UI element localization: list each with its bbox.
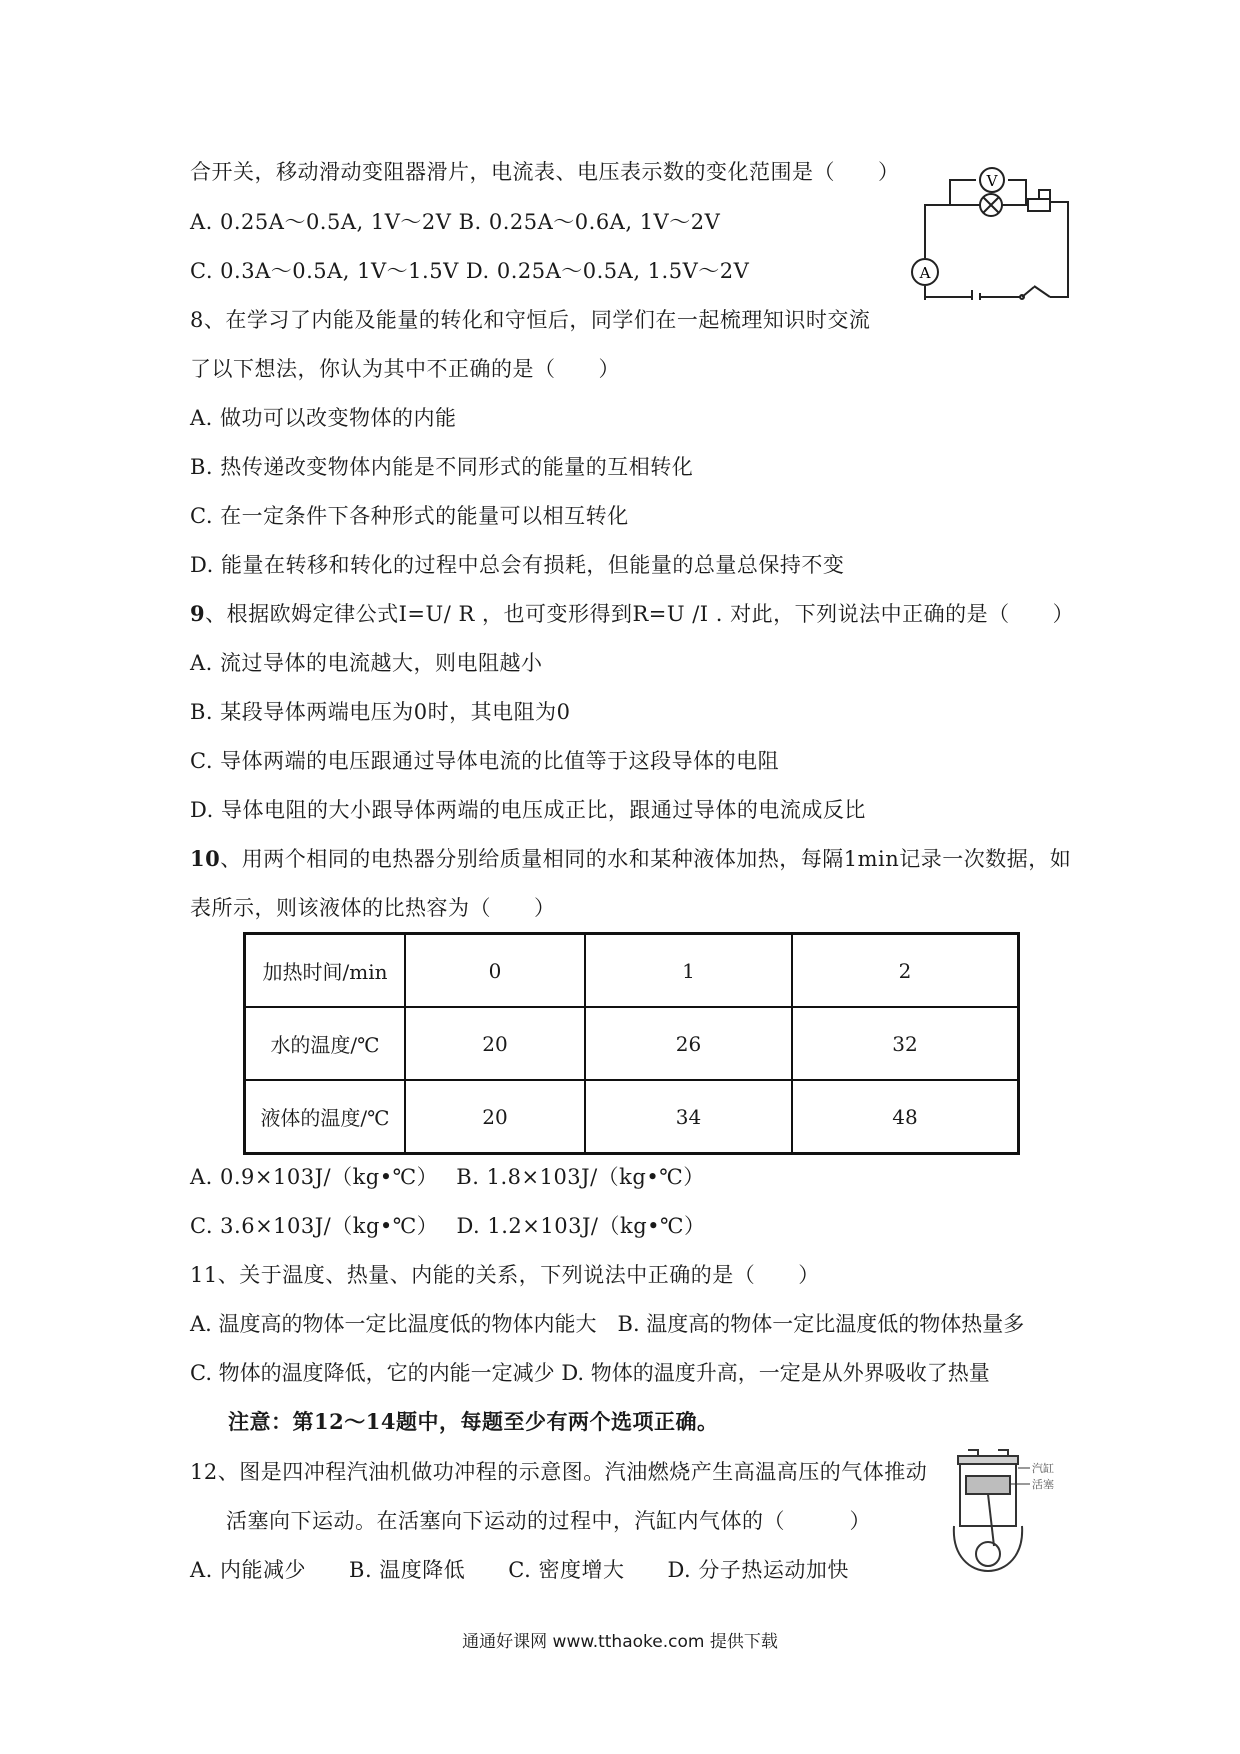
table-cell: 0 bbox=[405, 934, 585, 1008]
data-table bbox=[243, 932, 1020, 1155]
table-cell: 加热时间/min bbox=[245, 934, 406, 1008]
table-cell: 34 bbox=[585, 1080, 792, 1154]
engine-label-piston: 活塞 bbox=[1032, 1478, 1054, 1491]
q12-options: A. 内能减少 B. 温度降低 C. 密度增大 D. 分子热运动加快 bbox=[190, 1558, 849, 1582]
q10-options-ab: A. 0.9×103J/（kg•℃） B. 1.8×103J/（kg•℃） bbox=[190, 1165, 705, 1189]
q9-stem-text: 、根据欧姆定律公式I=U/ R ，也可变形得到R=U /I . 对此，下列说法中正确的是（ ） bbox=[205, 602, 1075, 626]
table-cell: 32 bbox=[792, 1007, 1019, 1080]
table-row bbox=[245, 1080, 1019, 1154]
voltmeter-label: V bbox=[986, 172, 998, 190]
q9-number: 9 bbox=[190, 601, 206, 626]
table-cell: 48 bbox=[792, 1080, 1019, 1154]
q9-option-a: A. 流过导体的电流越大，则电阻越小 bbox=[190, 651, 543, 675]
table-cell: 26 bbox=[585, 1007, 792, 1080]
q7-stem: 合开关，移动滑动变阻器滑片，电流表、电压表示数的变化范围是（ ） bbox=[190, 160, 900, 184]
q7-options-ab: A. 0.25A～0.5A, 1V～2V B. 0.25A～0.6A, 1V～2V bbox=[190, 210, 721, 234]
table-cell: 水的温度/℃ bbox=[245, 1007, 406, 1080]
q8-option-a: A. 做功可以改变物体的内能 bbox=[190, 406, 457, 430]
table-cell: 20 bbox=[405, 1080, 585, 1154]
q11-options-cd: C. 物体的温度降低，它的内能一定减少 D. 物体的温度升高，一定是从外界吸收了热量 bbox=[190, 1361, 990, 1385]
table-row bbox=[245, 934, 1019, 1008]
q8-option-d: D. 能量在转移和转化的过程中总会有损耗，但能量的总量总保持不变 bbox=[190, 553, 845, 577]
table-cell: 2 bbox=[792, 934, 1019, 1008]
q11-stem: 11、关于温度、热量、内能的关系，下列说法中正确的是（ ） bbox=[190, 1263, 820, 1287]
engine-label-cylinder: 汽缸 bbox=[1032, 1462, 1054, 1475]
q10-stem-text: 、用两个相同的电热器分别给质量相同的水和某种液体加热，每隔1min记录一次数据，如 bbox=[220, 847, 1072, 871]
table-cell: 液体的温度/℃ bbox=[245, 1080, 406, 1154]
q9-stem bbox=[190, 600, 1074, 628]
q9-option-d: D. 导体电阻的大小跟导体两端的电压成正比，跟通过导体的电流成反比 bbox=[190, 798, 866, 822]
circuit-diagram bbox=[900, 160, 1080, 300]
q10-stem-line2: 表所示，则该液体的比热容为（ ） bbox=[190, 896, 556, 920]
q10-options-cd: C. 3.6×103J/（kg•℃） D. 1.2×103J/（kg•℃） bbox=[190, 1214, 706, 1238]
engine-diagram bbox=[948, 1446, 1068, 1596]
table-row bbox=[245, 1007, 1019, 1080]
note-multiple-choice: 注意：第12～14题中，每题至少有两个选项正确。 bbox=[228, 1409, 719, 1434]
q8-stem-line2: 了以下想法，你认为其中不正确的是（ ） bbox=[190, 357, 620, 381]
q9-option-c: C. 导体两端的电压跟通过导体电流的比值等于这段导体的电阻 bbox=[190, 749, 780, 773]
q8-option-b: B. 热传递改变物体内能是不同形式的能量的互相转化 bbox=[190, 455, 694, 479]
q8-option-c: C. 在一定条件下各种形式的能量可以相互转化 bbox=[190, 504, 629, 528]
q8-stem-line1: 8、在学习了内能及能量的转化和守恒后，同学们在一起梳理知识时交流 bbox=[190, 308, 871, 332]
q10-stem-line1 bbox=[190, 845, 1071, 873]
q9-option-b: B. 某段导体两端电压为0时，其电阻为0 bbox=[190, 700, 571, 724]
page-footer: 通通好课网 www.tthaoke.com 提供下载 bbox=[462, 1632, 778, 1652]
ammeter-label: A bbox=[919, 264, 931, 282]
table-cell: 1 bbox=[585, 934, 792, 1008]
q11-options-ab: A. 温度高的物体一定比温度低的物体内能大 B. 温度高的物体一定比温度低的物体热量多 bbox=[190, 1312, 1025, 1336]
table-cell: 20 bbox=[405, 1007, 585, 1080]
q10-number: 10 bbox=[190, 846, 221, 871]
q7-options-cd: C. 0.3A～0.5A, 1V～1.5V D. 0.25A～0.5A, 1.5V～2V bbox=[190, 259, 750, 283]
q12-stem-line1: 12、图是四冲程汽油机做功冲程的示意图。汽油燃烧产生高温高压的气体推动 bbox=[190, 1460, 928, 1484]
q12-stem-line2: 活塞向下运动。在活塞向下运动的过程中，汽缸内气体的（ ） bbox=[226, 1509, 871, 1533]
